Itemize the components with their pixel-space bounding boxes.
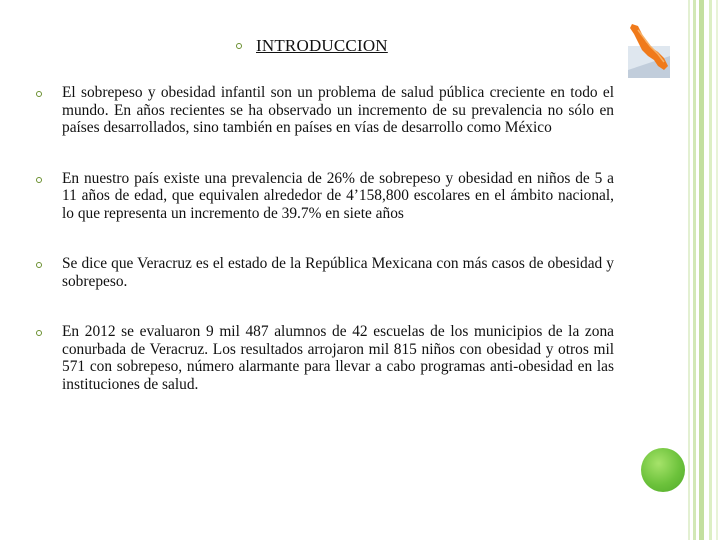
bullet-icon bbox=[36, 177, 42, 183]
bullet-text: En nuestro país existe una prevalencia de 26% de sobrepeso y obesidad en niños de 5 a 11 años de edad, que equivalen alrededor de 4’158,800 escolares en el ámbito nacional, lo que representa un incremento de 39.7% en siete años bbox=[62, 169, 614, 222]
bullet-icon bbox=[36, 91, 42, 97]
bullet-icon bbox=[236, 43, 242, 49]
list-item bbox=[36, 323, 614, 393]
stripe bbox=[693, 0, 696, 540]
list-item bbox=[36, 170, 614, 223]
stripe bbox=[716, 0, 718, 540]
bullet-icon bbox=[36, 262, 42, 268]
stripe bbox=[688, 0, 690, 540]
slide-title: INTRODUCCION bbox=[256, 36, 388, 55]
bullet-text: Se dice que Veracruz es el estado de la República Mexicana con más casos de obesidad y sobrepeso. bbox=[62, 255, 614, 290]
stripe bbox=[699, 0, 704, 540]
decorative-green-circle bbox=[641, 448, 685, 492]
list-item bbox=[36, 255, 614, 290]
bullet-list bbox=[36, 84, 614, 393]
bullet-icon bbox=[36, 330, 42, 336]
bullet-text: En 2012 se evaluaron 9 mil 487 alumnos de 42 escuelas de los municipios de la zona conurbada de Veracruz. Los resultados arrojaron mil 815 niños con obesidad y otros mil 571 con sobrepeso, número alarmante para llevar a cabo programas anti-obesidad en las instituciones de salud. bbox=[62, 323, 614, 393]
decorative-stripes bbox=[680, 0, 720, 540]
stripe bbox=[709, 0, 712, 540]
title-row bbox=[236, 36, 388, 56]
veracruz-map-icon bbox=[624, 20, 672, 80]
list-item bbox=[36, 84, 614, 137]
bullet-text: El sobrepeso y obesidad infantil son un problema de salud pública creciente en todo el mundo. En años recientes se ha observado un incremento de su prevalencia no sólo en países desarrollados, sino también en países en vías de desarrollo como México bbox=[62, 84, 614, 136]
